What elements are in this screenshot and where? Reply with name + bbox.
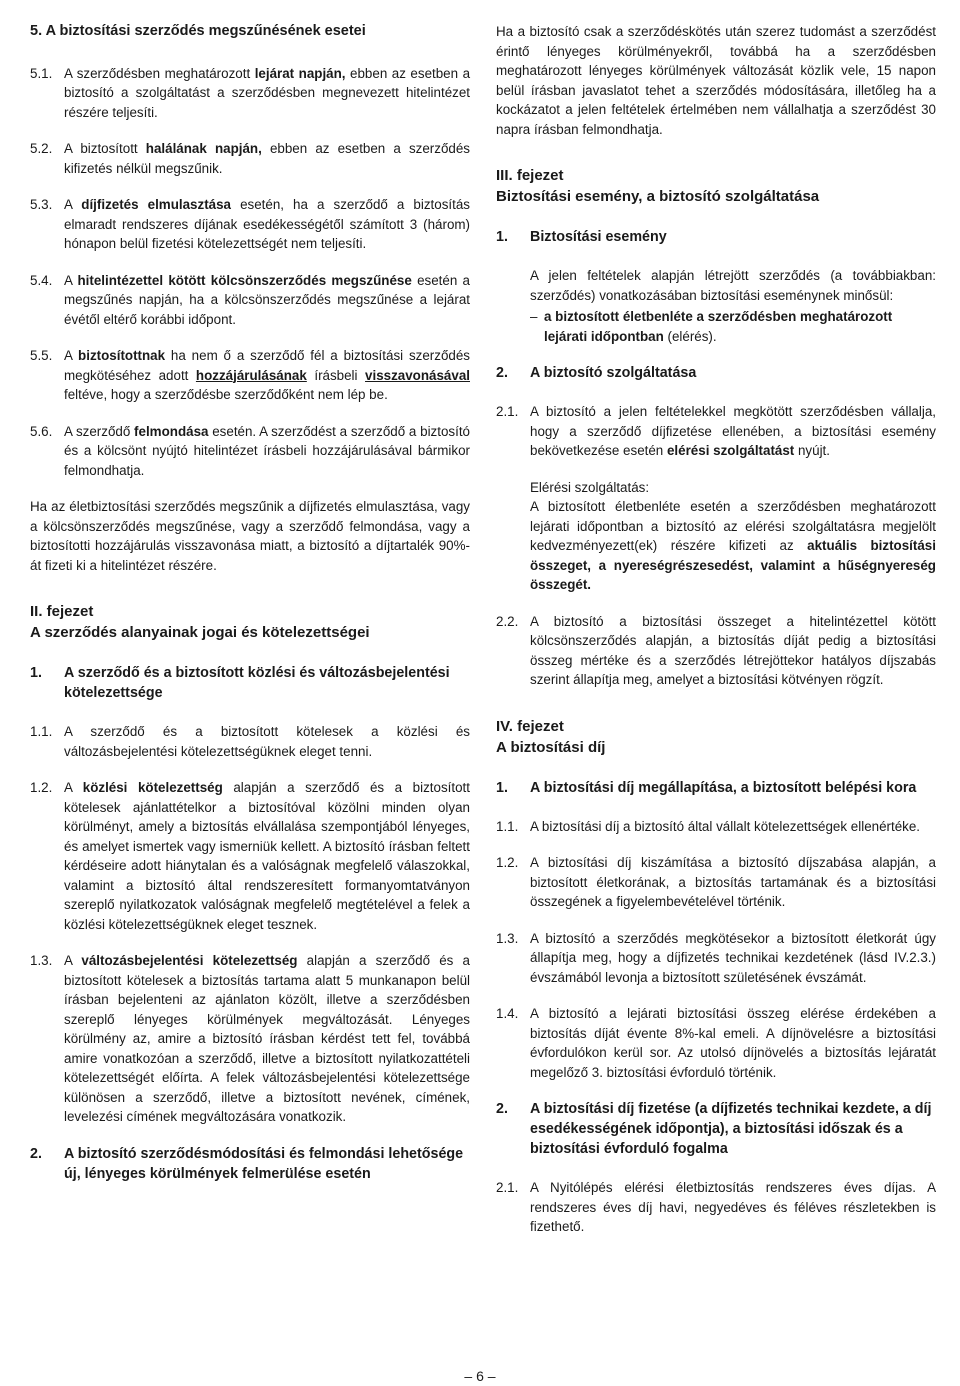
item-5-4: 5.4. A hitelintézettel kötött kölcsönszerződés megszűnése esetén a megszűnés napján, ha a kölcsönszerződés megszűnése a lejárat évétől eltérő korábbi időpont. [30,272,471,327]
chapter-3-heading: III. fejezet Biztosítási esemény, a biztosító szolgáltatása [496,167,820,205]
item-4-1-1: 1.1. A biztosítási díj a biztosító által vállalt kötelezettségek ellenértéke. [496,818,921,834]
chapter-4-heading: IV. fejezet A biztosítási díj [496,717,606,756]
item-5-3: 5.3. A díjfizetés elmulasztása esetén, ha a szerződő a biztosítás elmaradt rendszeres díjának esedékességétől számított 3 (három) hónapon belül fizetési kötelezettségét nem teljesíti. [30,197,470,251]
left-column [30,22,470,1203]
maturity-benefit-text: A biztosított életbenléte esetén a szerződésben meghatározott lejárati időpontban a biztosító az elérési szolgáltatásra megjelölt kedvezményezett(ek) részére kifizeti az aktuális biztosítási összeget, a nyereségrészesedést, valamint a hűségnyereség összegét. [530,499,936,592]
section-5-heading: 5. A biztosítási szerződés megszűnésének esetei [30,23,366,39]
section-4-1-heading: 1. A biztosítási díj megállapítása, a biztosított belépési kora [496,779,917,796]
item-4-1-4: 1.4. A biztosító a lejárati biztosítási összeg elérése érdekében a biztosítás díját évente 8%-kal emeli. A díjnövelésre a biztosítási évfordulókon kerül sor. Az utolsó díjnövelés a biztosítás lejáratát megelőző 3. biztosítási évforduló történik. [496,1006,936,1080]
right-column [496,22,936,1254]
section-4-2-heading: 2. A biztosítási díj fizetése (a díjfizetés technikai kezdete, a díj esedékességének időpontja), a biztosítási időszak és a biztosítási évforduló fogalma [496,1101,932,1157]
modification-paragraph: Ha a biztosító csak a szerződéskötés után szerez tudomást a szerződést érintő lényeges körülményekről, továbbá ha a szerződésben meghatározott lényeges körülmények változását közlik vele, 15 napon belül írásban javaslatot tehet a szerződés módosítására, illetőleg ha a kockázatot a jelen feltételek értelmében nem vállalhatja a szerződést 30 napra írásban felmondhatja. [496,24,936,137]
termination-paragraph: Ha az életbiztosítási szerződés megszűnik a díjfizetés elmulasztása, vagy a kölcsönszerződés megszűnése, vagy a szerződő felmondása, vagy a biztosítotti hozzájárulás visszavonása miatt, a biztosító a díjtartalék 90%-át fizeti ki a hitelintézet részére. [30,499,470,573]
item-2-1: 2.1. A biztosító a jelen feltételekkel megkötött szerződésben vállalja, hogy a szerződő díjfizetése ellenében, a biztosítási esemény bekövetkezése esetén elérési szolgáltatást nyújt. [496,404,936,458]
section-1-heading: 1. A szerződő és a biztosított közlési és változásbejelentési kötelezettsége [30,665,450,701]
item-4-1-3: 1.3. A biztosító a szerződés megkötésekor a biztosított életkorát úgy állapítja meg, hogy a díjfizetés technikai kezdetének (lásd IV.2.3.) évszámából levonja a biztosított születésének évszámát. [496,930,936,985]
item-4-1-2: 1.2. A biztosítási díj kiszámítása a biztosító díjszabása alapján, a biztosított életkorának, a biztosítás tartamának és a biztosítási összegének a figyelembevételével történik. [496,855,936,909]
item-2-2: 2.2. A biztosító a biztosítási összeget a hitelintézettel kötött kölcsönszerződés alapján, a biztosítás díját pedig a biztosítási összeg mértéke és a szerződés létrejöttekor hatályos díjszabás szerint állapítja meg, amelyet a biztosítási kötvényen rögzít. [496,613,936,687]
page-number: – 6 – [464,1368,496,1384]
section-3-2-heading: 2. A biztosító szolgáltatása [496,365,697,381]
item-5-6: 5.6. A szerződő felmondása esetén. A szerződést a szerződő a biztosító és a kölcsönt nyújtó hitelintézet írásbeli hozzájárulásával bármikor felmondhatja. [30,423,470,478]
item-5-1: 5.1. A szerződésben meghatározott lejárat napján, ebben az esetben a biztosító a szolgáltatást a szerződésben megnevezett hitelintézet részére teljesíti. [30,65,471,120]
item-4-2-1: 2.1. A Nyitólépés elérési életbiztosítás rendszeres éves díjas. A rendszeres éves díj havi, negyedéves és féléves részletekben is fizethető. [496,1180,936,1234]
item-5-5: 5.5. A biztosítottnak ha nem ő a szerződő fél a biztosítási szerződés megkötéséhez adott hozzájárulásának írásbeli visszavonásával feltéve, hogy a szerződésbe szerződőként nem lép be. [30,348,470,402]
item-1-3: 1.3. A változásbejelentési kötelezettség alapján a szerződő és a biztosított kötelesek a biztosítás tartama alatt 5 munkanapon belül írásban bejelenteni az ajánlaton közölt, illetve a szerződésben szereplő lényeges körülmények megváltozását. Lényeges körülmény az, amire a biztosító írásban kérdést tett fel, továbbá amire vonatkozóan a szerződő, illetve a biztosított nyilatkozattételi kötelezettségét előírta. A felek változásbejelentési kötelezettsége különösen a szerződő, illetve a biztosított nevének, címének, levelezési címének megváltozására vonatkozik. [30,953,470,1124]
insured-event-item: – a biztosított életbenléte a szerződésben meghatározott lejárati időpontban (elérés). [530,309,893,344]
section-3-1-heading: 1. Biztosítási esemény [496,229,667,245]
maturity-benefit-title: Elérési szolgáltatás: [530,479,650,495]
section-2-heading: 2. A biztosító szerződésmódosítási és felmondási lehetősége új, lényeges körülmények felmerülése esetén [30,1145,464,1182]
item-1-2: 1.2. A közlési kötelezettség alapján a szerződő és a biztosított kötelesek ajánlattételkor a biztosítóval közölni minden olyan körülményt, amely a biztosítás elvállalása szempontjából lényeges, és amelyet ismertek vagy ismerniük kellett. A biztosító írásban feltett kérdéseire adott hiánytalan és a valóságnak megfelelő válaszokkal, valamint a biztosító által rendszeresített formanyomtatványon szereplő nyilatkozatok valóságnak megfelelő megtételével a felek a közlési kötelezettségüknek eleget tesznek. [30,780,470,932]
item-5-2: 5.2. A biztosított halálának napján, ebben az esetben a szerződés kifizetés nélkül megszűnik. [30,141,470,176]
insured-event-text: A jelen feltételek alapján létrejött szerződés (a továbbiakban: szerződés) vonatkozásában biztosítási eseménynek minősül: [530,268,936,303]
chapter-2-heading: II. fejezet A szerződés alanyainak jogai és kötelezettségei [30,603,370,641]
item-1-1: 1.1. A szerződő és a biztosított kötelesek a közlési és változásbejelentési kötelezettségüknek eleget tenni. [30,724,470,759]
